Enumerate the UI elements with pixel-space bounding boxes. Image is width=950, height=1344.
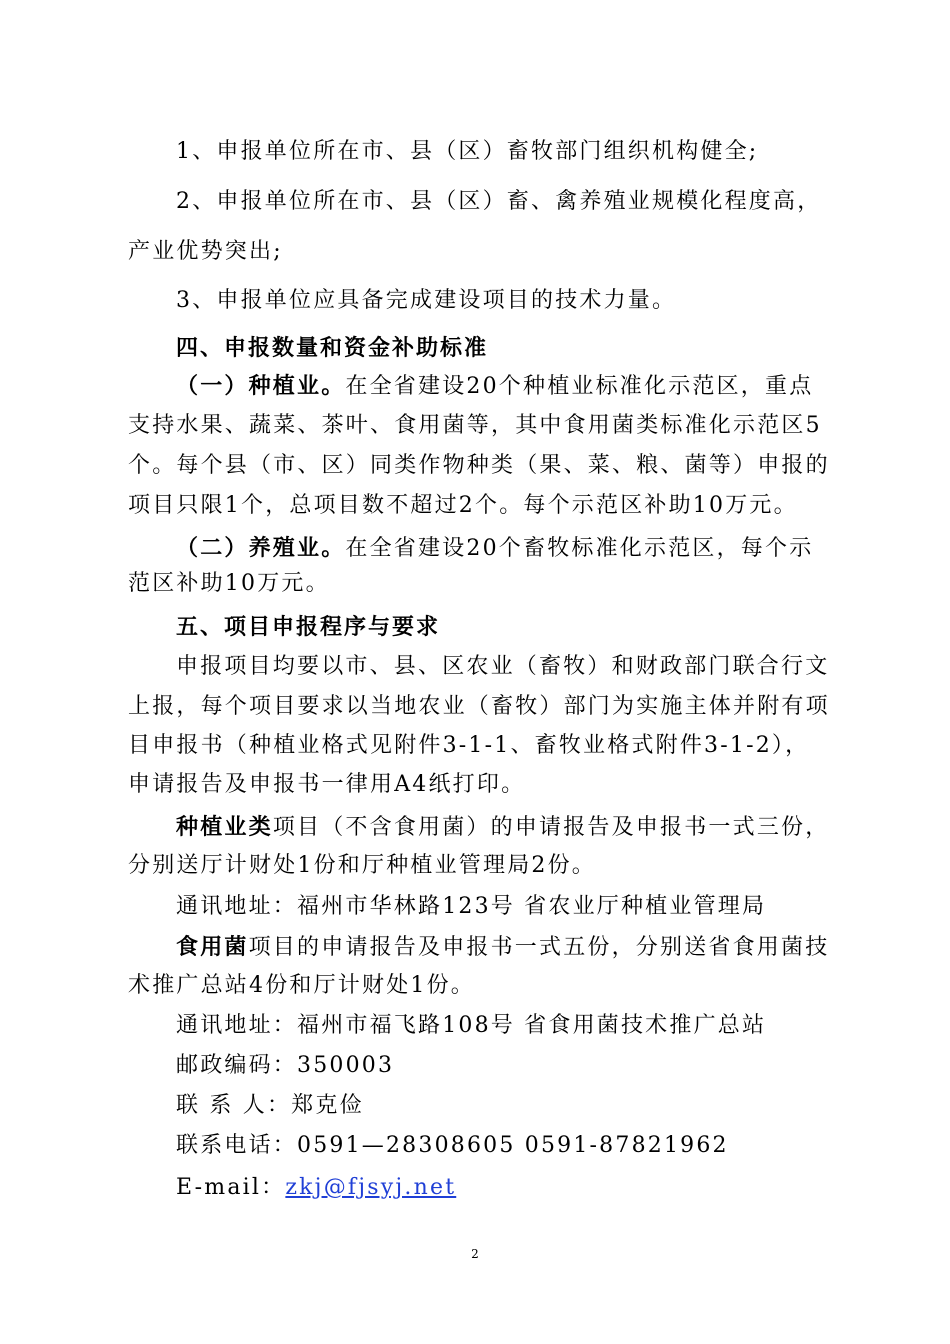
breeding-paragraph-line-1 — [176, 533, 813, 564]
planting-paragraph-line-4: 项目只限1个，总项目数不超过2个。每个示范区补助10万元。 — [128, 493, 798, 518]
fungi-label: 食用菌 — [176, 934, 249, 960]
section-4-heading: 四、申报数量和资金补助标准 — [176, 335, 489, 361]
condition-2-line-2: 产业优势突出; — [128, 239, 283, 264]
page-number: 2 — [471, 1247, 479, 1261]
condition-1: 1、申报单位所在市、县（区）畜牧部门组织机构健全; — [176, 139, 759, 164]
planting-label: （一）种植业。 — [176, 373, 346, 399]
fungi-line-1 — [176, 932, 829, 963]
section-5-heading: 五、项目申报程序与要求 — [176, 614, 441, 640]
planting-category-label: 种植业类 — [176, 814, 273, 840]
planting-address: 通讯地址：福州市华林路123号 省农业厅种植业管理局 — [176, 894, 767, 919]
procedure-line-1: 申报项目均要以市、县、区农业（畜牧）和财政部门联合行文 — [176, 654, 830, 679]
planting-line-1-text: 在全省建设20个种植业标准化示范区，重点 — [345, 374, 814, 399]
condition-3: 3、申报单位应具备完成建设项目的技术力量。 — [176, 288, 677, 313]
fungi-line-1-text: 项目的申请报告及申报书一式五份，分别送省食用菌技 — [248, 935, 830, 960]
fungi-address: 通讯地址：福州市福飞路108号 省食用菌技术推广总站 — [176, 1013, 767, 1038]
planting-paragraph-line-3: 个。每个县（市、区）同类作物种类（果、菜、粮、菌等）申报的 — [128, 453, 830, 478]
breeding-label: （二）养殖业。 — [176, 535, 346, 561]
procedure-line-2: 上报，每个项目要求以当地农业（畜牧）部门为实施主体并附有项 — [128, 694, 830, 719]
email-link[interactable]: zkj@fjsyj.net — [285, 1175, 457, 1200]
postcode: 邮政编码：350003 — [176, 1053, 395, 1078]
planting-category-line-2: 分别送厅计财处1份和厅种植业管理局2份。 — [128, 853, 596, 878]
procedure-line-4: 申请报告及申报书一律用A4纸打印。 — [128, 772, 526, 797]
procedure-line-3: 目申报书（种植业格式见附件3-1-1、畜牧业格式附件3-1-2）， — [128, 733, 810, 758]
email-line — [176, 1173, 456, 1203]
fungi-line-2: 术推广总站4份和厅计财处1份。 — [128, 973, 475, 998]
email-label: E-mail： — [176, 1175, 286, 1200]
planting-paragraph-line-2: 支持水果、蔬菜、茶叶、食用菌等，其中食用菌类标准化示范区5 — [128, 413, 822, 438]
condition-2-line-1: 2、申报单位所在市、县（区）畜、禽养殖业规模化程度高， — [176, 189, 822, 214]
breeding-line-1-text: 在全省建设20个畜牧标准化示范区，每个示 — [345, 536, 814, 561]
planting-category-line-1-text: 项目（不含食用菌）的申请报告及申报书一式三份， — [272, 815, 830, 840]
contact-person: 联 系 人：郑克俭 — [176, 1093, 364, 1118]
planting-category-line-1 — [176, 812, 829, 843]
contact-phone: 联系电话：0591—28308605 0591-87821962 — [176, 1133, 729, 1158]
planting-paragraph-line-1 — [176, 371, 813, 402]
breeding-paragraph-line-2: 范区补助10万元。 — [128, 571, 330, 596]
